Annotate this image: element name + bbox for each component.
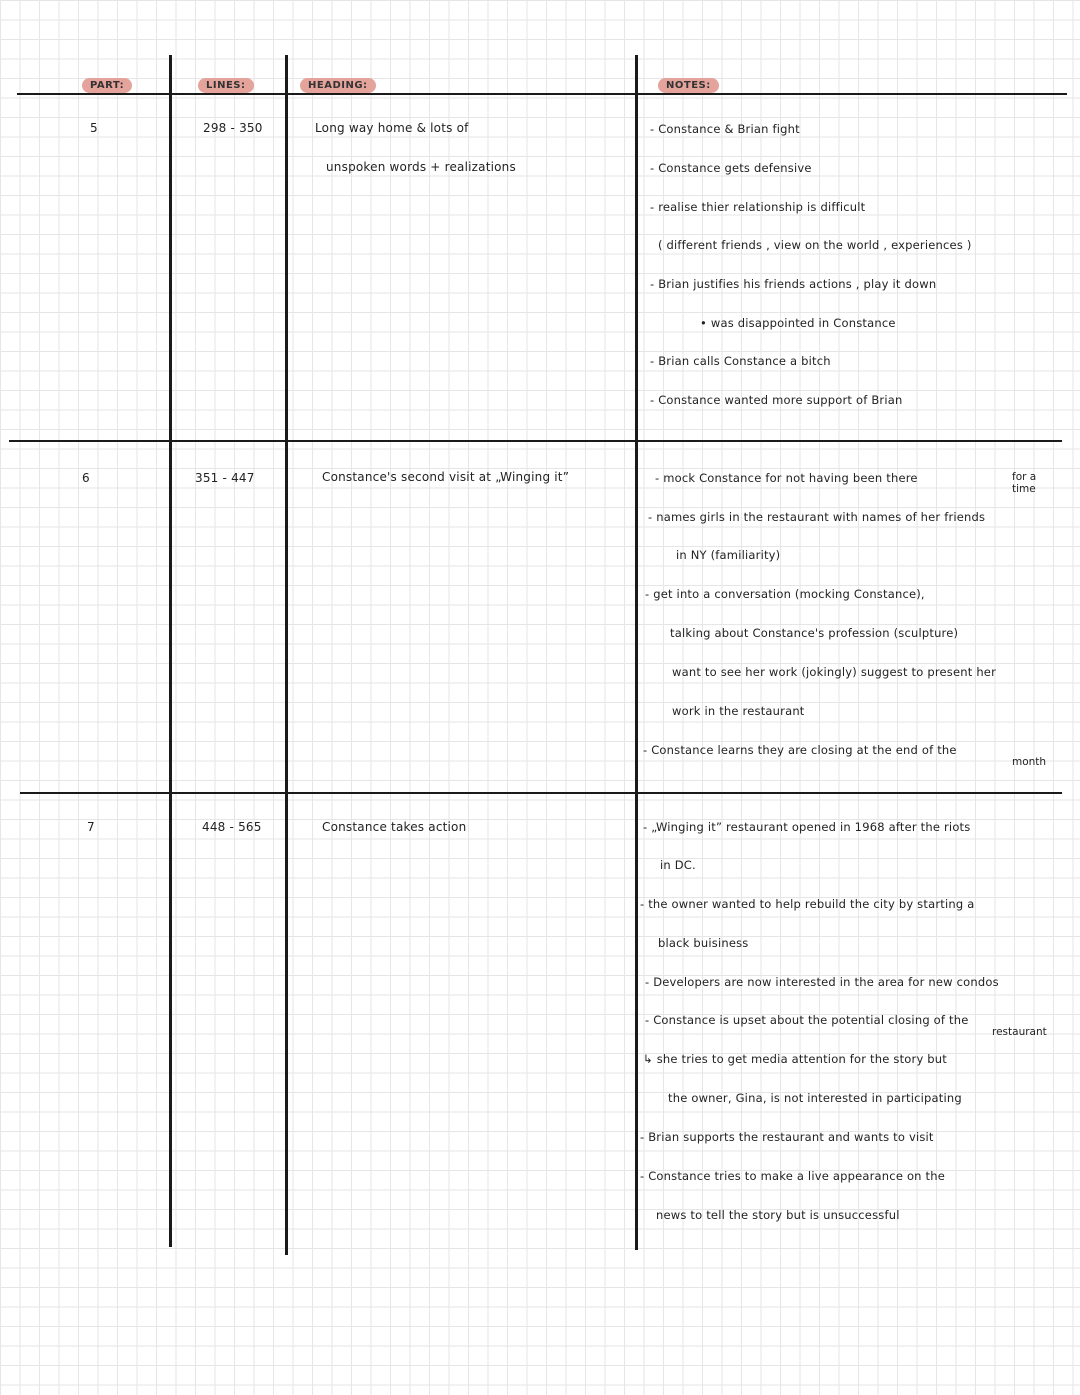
part-number: 7 [87, 820, 95, 834]
note-line: in NY (familiarity) [676, 548, 781, 562]
line-range: 448 - 565 [202, 820, 262, 834]
note-line: - Brian supports the restaurant and wants to visit [640, 1130, 934, 1144]
note-line: - Constance learns they are closing at the end of the [643, 743, 957, 757]
header-part: PART: [82, 78, 132, 93]
note-line: - Constance tries to make a live appearance on the [640, 1169, 946, 1183]
note-line: talking about Constance's profession (sculpture) [670, 626, 959, 640]
heading-text: Constance takes action [322, 820, 467, 834]
row-divider-1 [9, 440, 1062, 442]
heading-text: Constance's second visit at „Winging it” [322, 470, 570, 484]
part-number: 5 [90, 121, 98, 135]
header-notes: NOTES: [658, 78, 719, 93]
note-line: news to tell the story but is unsuccessful [656, 1208, 900, 1222]
note-line: - Constance gets defensive [650, 161, 812, 175]
note-line-wrap: time [1012, 483, 1036, 495]
column-divider-2 [285, 55, 288, 1255]
note-line: - „Winging it” restaurant opened in 1968 after the riots [643, 820, 971, 834]
note-line-wrap: for a [1012, 471, 1037, 483]
header-heading: HEADING: [300, 78, 376, 93]
header-rule [17, 93, 1067, 95]
heading-text: Long way home & lots of [315, 121, 469, 135]
note-line: ↳ she tries to get media attention for the story but [643, 1052, 948, 1066]
note-line: - realise thier relationship is difficult [650, 200, 866, 214]
note-line: - Constance wanted more support of Brian [650, 393, 903, 407]
note-line: - Constance & Brian fight [650, 122, 800, 136]
note-line: • was disappointed in Constance [700, 316, 896, 330]
note-line-wrap: month [1012, 756, 1047, 768]
note-line: in DC. [660, 858, 696, 872]
line-range: 298 - 350 [203, 121, 263, 135]
note-line: - Brian calls Constance a bitch [650, 354, 831, 368]
note-line-wrap: restaurant [992, 1026, 1047, 1038]
note-line: ( different friends , view on the world , experiences ) [658, 238, 972, 252]
note-line: - the owner wanted to help rebuild the city by starting a [640, 897, 975, 911]
note-line: black buisiness [658, 936, 749, 950]
heading-text: unspoken words + realizations [326, 160, 516, 174]
note-line: the owner, Gina, is not interested in participating [668, 1091, 962, 1105]
note-line: - Developers are now interested in the area for new condos [645, 975, 999, 989]
column-divider-3 [635, 55, 638, 1250]
row-divider-2 [20, 792, 1062, 794]
line-range: 351 - 447 [195, 471, 255, 485]
note-line: - Brian justifies his friends actions , play it down [650, 277, 937, 291]
column-divider-1 [169, 55, 172, 1247]
note-line: - mock Constance for not having been there [655, 471, 918, 485]
note-line: want to see her work (jokingly) suggest to present her [672, 665, 997, 679]
note-line: work in the restaurant [672, 704, 805, 718]
part-number: 6 [82, 471, 90, 485]
note-line: - get into a conversation (mocking Constance), [645, 587, 925, 601]
note-line: - Constance is upset about the potential closing of the [645, 1013, 969, 1027]
header-lines: LINES: [198, 78, 254, 93]
note-line: - names girls in the restaurant with names of her friends [648, 510, 986, 524]
